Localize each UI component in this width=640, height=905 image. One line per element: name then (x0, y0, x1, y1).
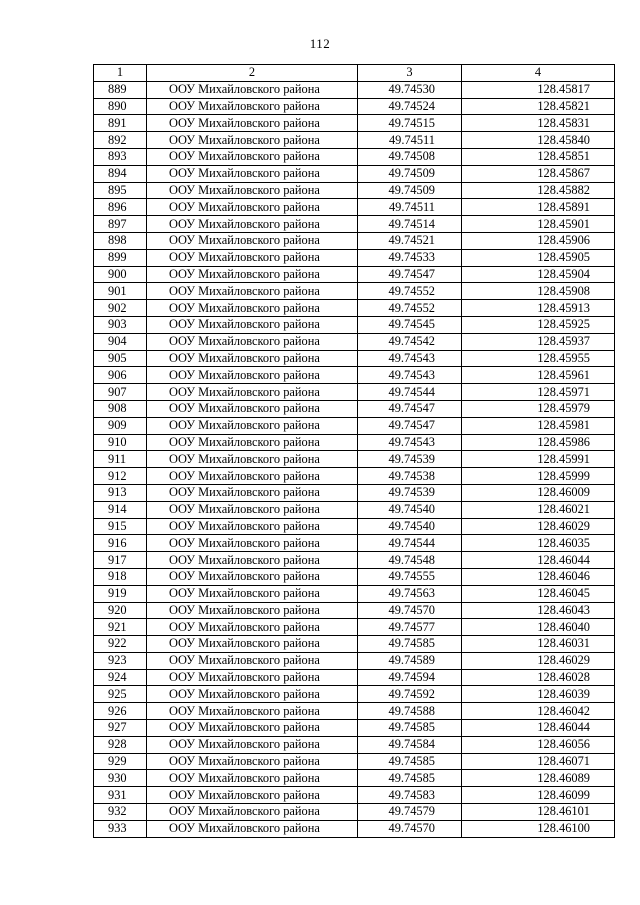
table-row (94, 736, 615, 753)
longitude-cell: 128.45999 (462, 468, 615, 485)
owner-cell: ООУ Михайловского района (147, 720, 358, 737)
point-number-cell: 899 (94, 249, 147, 266)
owner-cell: ООУ Михайловского района (147, 501, 358, 518)
latitude-cell: 49.74511 (358, 199, 462, 216)
longitude-cell: 128.45925 (462, 316, 615, 333)
latitude-cell: 49.74547 (358, 400, 462, 417)
point-number-cell: 905 (94, 350, 147, 367)
owner-cell: ООУ Михайловского района (147, 770, 358, 787)
table-row (94, 350, 615, 367)
owner-cell: ООУ Михайловского района (147, 669, 358, 686)
table-row (94, 451, 615, 468)
point-number-cell: 933 (94, 820, 147, 837)
table-row (94, 585, 615, 602)
latitude-cell: 49.74540 (358, 501, 462, 518)
header-col-3: 3 (358, 65, 462, 82)
table-row (94, 753, 615, 770)
owner-cell: ООУ Михайловского района (147, 333, 358, 350)
point-number-cell: 903 (94, 316, 147, 333)
point-number-cell: 915 (94, 518, 147, 535)
latitude-cell: 49.74515 (358, 115, 462, 132)
table-row (94, 216, 615, 233)
owner-cell: ООУ Михайловского района (147, 585, 358, 602)
owner-cell: ООУ Михайловского района (147, 484, 358, 501)
owner-cell: ООУ Михайловского района (147, 283, 358, 300)
point-number-cell: 906 (94, 367, 147, 384)
table-row (94, 367, 615, 384)
point-number-cell: 932 (94, 804, 147, 821)
owner-cell: ООУ Михайловского района (147, 316, 358, 333)
owner-cell: ООУ Михайловского района (147, 367, 358, 384)
latitude-cell: 49.74543 (358, 434, 462, 451)
longitude-cell: 128.46039 (462, 686, 615, 703)
owner-cell: ООУ Михайловского района (147, 568, 358, 585)
table-row (94, 333, 615, 350)
longitude-cell: 128.45906 (462, 232, 615, 249)
point-number-cell: 922 (94, 636, 147, 653)
point-number-cell: 894 (94, 165, 147, 182)
header-col-1: 1 (94, 65, 147, 82)
owner-cell: ООУ Михайловского района (147, 266, 358, 283)
point-number-cell: 900 (94, 266, 147, 283)
owner-cell: ООУ Михайловского района (147, 300, 358, 317)
latitude-cell: 49.74585 (358, 753, 462, 770)
latitude-cell: 49.74539 (358, 451, 462, 468)
owner-cell: ООУ Михайловского района (147, 384, 358, 401)
longitude-cell: 128.45955 (462, 350, 615, 367)
latitude-cell: 49.74508 (358, 148, 462, 165)
point-number-cell: 925 (94, 686, 147, 703)
table-row (94, 686, 615, 703)
table-row (94, 384, 615, 401)
table-row (94, 232, 615, 249)
latitude-cell: 49.74542 (358, 333, 462, 350)
latitude-cell: 49.74544 (358, 535, 462, 552)
owner-cell: ООУ Михайловского района (147, 636, 358, 653)
longitude-cell: 128.45971 (462, 384, 615, 401)
point-number-cell: 931 (94, 787, 147, 804)
longitude-cell: 128.45905 (462, 249, 615, 266)
latitude-cell: 49.74585 (358, 770, 462, 787)
longitude-cell: 128.45986 (462, 434, 615, 451)
latitude-cell: 49.74589 (358, 652, 462, 669)
point-number-cell: 891 (94, 115, 147, 132)
table-row (94, 703, 615, 720)
longitude-cell: 128.45913 (462, 300, 615, 317)
table-row (94, 165, 615, 182)
longitude-cell: 128.46035 (462, 535, 615, 552)
table-row (94, 552, 615, 569)
point-number-cell: 914 (94, 501, 147, 518)
point-number-cell: 920 (94, 602, 147, 619)
point-number-cell: 893 (94, 148, 147, 165)
owner-cell: ООУ Михайловского района (147, 619, 358, 636)
owner-cell: ООУ Михайловского района (147, 249, 358, 266)
latitude-cell: 49.74521 (358, 232, 462, 249)
latitude-cell: 49.74524 (358, 98, 462, 115)
owner-cell: ООУ Михайловского района (147, 451, 358, 468)
longitude-cell: 128.46028 (462, 669, 615, 686)
table-row (94, 400, 615, 417)
owner-cell: ООУ Михайловского района (147, 820, 358, 837)
longitude-cell: 128.46044 (462, 720, 615, 737)
table-row (94, 518, 615, 535)
latitude-cell: 49.74530 (358, 81, 462, 98)
point-number-cell: 909 (94, 417, 147, 434)
table-row (94, 770, 615, 787)
point-number-cell: 923 (94, 652, 147, 669)
table-row (94, 535, 615, 552)
latitude-cell: 49.74509 (358, 182, 462, 199)
table-row (94, 115, 615, 132)
table-row (94, 182, 615, 199)
owner-cell: ООУ Михайловского района (147, 350, 358, 367)
latitude-cell: 49.74577 (358, 619, 462, 636)
longitude-cell: 128.45979 (462, 400, 615, 417)
point-number-cell: 921 (94, 619, 147, 636)
table-row (94, 804, 615, 821)
owner-cell: ООУ Михайловского района (147, 216, 358, 233)
table-row (94, 249, 615, 266)
point-number-cell: 896 (94, 199, 147, 216)
header-col-4: 4 (462, 65, 615, 82)
owner-cell: ООУ Михайловского района (147, 468, 358, 485)
latitude-cell: 49.74584 (358, 736, 462, 753)
latitude-cell: 49.74552 (358, 283, 462, 300)
table-row (94, 283, 615, 300)
longitude-cell: 128.45851 (462, 148, 615, 165)
latitude-cell: 49.74543 (358, 350, 462, 367)
point-number-cell: 911 (94, 451, 147, 468)
owner-cell: ООУ Михайловского района (147, 132, 358, 149)
table-row (94, 316, 615, 333)
owner-cell: ООУ Михайловского района (147, 148, 358, 165)
owner-cell: ООУ Михайловского района (147, 736, 358, 753)
owner-cell: ООУ Михайловского района (147, 434, 358, 451)
point-number-cell: 927 (94, 720, 147, 737)
longitude-cell: 128.46009 (462, 484, 615, 501)
point-number-cell: 902 (94, 300, 147, 317)
owner-cell: ООУ Михайловского района (147, 753, 358, 770)
longitude-cell: 128.45937 (462, 333, 615, 350)
point-number-cell: 901 (94, 283, 147, 300)
owner-cell: ООУ Михайловского района (147, 98, 358, 115)
longitude-cell: 128.45991 (462, 451, 615, 468)
table-row (94, 568, 615, 585)
owner-cell: ООУ Михайловского района (147, 165, 358, 182)
owner-cell: ООУ Михайловского района (147, 518, 358, 535)
point-number-cell: 910 (94, 434, 147, 451)
table-row (94, 300, 615, 317)
point-number-cell: 912 (94, 468, 147, 485)
longitude-cell: 128.46045 (462, 585, 615, 602)
longitude-cell: 128.45867 (462, 165, 615, 182)
longitude-cell: 128.46029 (462, 652, 615, 669)
latitude-cell: 49.74588 (358, 703, 462, 720)
table-row (94, 199, 615, 216)
table-row (94, 148, 615, 165)
longitude-cell: 128.46101 (462, 804, 615, 821)
longitude-cell: 128.46056 (462, 736, 615, 753)
longitude-cell: 128.45882 (462, 182, 615, 199)
longitude-cell: 128.46046 (462, 568, 615, 585)
latitude-cell: 49.74585 (358, 720, 462, 737)
longitude-cell: 128.46100 (462, 820, 615, 837)
owner-cell: ООУ Михайловского района (147, 182, 358, 199)
longitude-cell: 128.45831 (462, 115, 615, 132)
longitude-cell: 128.46029 (462, 518, 615, 535)
owner-cell: ООУ Михайловского района (147, 804, 358, 821)
point-number-cell: 919 (94, 585, 147, 602)
longitude-cell: 128.46031 (462, 636, 615, 653)
point-number-cell: 897 (94, 216, 147, 233)
latitude-cell: 49.74555 (358, 568, 462, 585)
longitude-cell: 128.46021 (462, 501, 615, 518)
owner-cell: ООУ Михайловского района (147, 787, 358, 804)
longitude-cell: 128.45817 (462, 81, 615, 98)
longitude-cell: 128.45904 (462, 266, 615, 283)
latitude-cell: 49.74594 (358, 669, 462, 686)
owner-cell: ООУ Михайловского района (147, 232, 358, 249)
latitude-cell: 49.74547 (358, 417, 462, 434)
latitude-cell: 49.74570 (358, 820, 462, 837)
owner-cell: ООУ Михайловского района (147, 199, 358, 216)
longitude-cell: 128.45891 (462, 199, 615, 216)
longitude-cell: 128.46044 (462, 552, 615, 569)
table-row (94, 720, 615, 737)
latitude-cell: 49.74552 (358, 300, 462, 317)
latitude-cell: 49.74585 (358, 636, 462, 653)
table-row (94, 602, 615, 619)
longitude-cell: 128.46042 (462, 703, 615, 720)
owner-cell: ООУ Михайловского района (147, 686, 358, 703)
header-col-2: 2 (147, 65, 358, 82)
latitude-cell: 49.74579 (358, 804, 462, 821)
latitude-cell: 49.74543 (358, 367, 462, 384)
point-number-cell: 917 (94, 552, 147, 569)
longitude-cell: 128.46071 (462, 753, 615, 770)
point-number-cell: 908 (94, 400, 147, 417)
owner-cell: ООУ Михайловского района (147, 535, 358, 552)
point-number-cell: 930 (94, 770, 147, 787)
page-number: 112 (309, 36, 331, 51)
table-row (94, 266, 615, 283)
table-row (94, 652, 615, 669)
point-number-cell: 895 (94, 182, 147, 199)
point-number-cell: 924 (94, 669, 147, 686)
longitude-cell: 128.45908 (462, 283, 615, 300)
latitude-cell: 49.74548 (358, 552, 462, 569)
table-row (94, 501, 615, 518)
longitude-cell: 128.45840 (462, 132, 615, 149)
table-row (94, 81, 615, 98)
longitude-cell: 128.46089 (462, 770, 615, 787)
table-row (94, 787, 615, 804)
table-header (94, 65, 615, 82)
point-number-cell: 918 (94, 568, 147, 585)
table-row (94, 636, 615, 653)
latitude-cell: 49.74539 (358, 484, 462, 501)
header-row (94, 65, 615, 82)
table-row (94, 484, 615, 501)
latitude-cell: 49.74514 (358, 216, 462, 233)
point-number-cell: 907 (94, 384, 147, 401)
point-number-cell: 889 (94, 81, 147, 98)
table-row (94, 669, 615, 686)
point-number-cell: 928 (94, 736, 147, 753)
owner-cell: ООУ Михайловского района (147, 552, 358, 569)
table-row (94, 619, 615, 636)
point-number-cell: 904 (94, 333, 147, 350)
latitude-cell: 49.74544 (358, 384, 462, 401)
point-number-cell: 892 (94, 132, 147, 149)
latitude-cell: 49.74570 (358, 602, 462, 619)
owner-cell: ООУ Михайловского района (147, 400, 358, 417)
latitude-cell: 49.74511 (358, 132, 462, 149)
point-number-cell: 898 (94, 232, 147, 249)
table-row (94, 98, 615, 115)
point-number-cell: 926 (94, 703, 147, 720)
latitude-cell: 49.74538 (358, 468, 462, 485)
latitude-cell: 49.74592 (358, 686, 462, 703)
latitude-cell: 49.74583 (358, 787, 462, 804)
point-number-cell: 929 (94, 753, 147, 770)
longitude-cell: 128.45901 (462, 216, 615, 233)
table-body (94, 81, 615, 837)
latitude-cell: 49.74533 (358, 249, 462, 266)
coordinates-table (93, 64, 615, 838)
latitude-cell: 49.74547 (358, 266, 462, 283)
table-row (94, 468, 615, 485)
latitude-cell: 49.74509 (358, 165, 462, 182)
owner-cell: ООУ Михайловского района (147, 81, 358, 98)
longitude-cell: 128.46043 (462, 602, 615, 619)
point-number-cell: 913 (94, 484, 147, 501)
point-number-cell: 890 (94, 98, 147, 115)
longitude-cell: 128.46099 (462, 787, 615, 804)
owner-cell: ООУ Михайловского района (147, 115, 358, 132)
longitude-cell: 128.46040 (462, 619, 615, 636)
table-row (94, 417, 615, 434)
owner-cell: ООУ Михайловского района (147, 417, 358, 434)
latitude-cell: 49.74540 (358, 518, 462, 535)
table-row (94, 820, 615, 837)
longitude-cell: 128.45821 (462, 98, 615, 115)
table-row (94, 132, 615, 149)
owner-cell: ООУ Михайловского района (147, 652, 358, 669)
latitude-cell: 49.74545 (358, 316, 462, 333)
table-row (94, 434, 615, 451)
latitude-cell: 49.74563 (358, 585, 462, 602)
point-number-cell: 916 (94, 535, 147, 552)
owner-cell: ООУ Михайловского района (147, 703, 358, 720)
longitude-cell: 128.45981 (462, 417, 615, 434)
longitude-cell: 128.45961 (462, 367, 615, 384)
owner-cell: ООУ Михайловского района (147, 602, 358, 619)
